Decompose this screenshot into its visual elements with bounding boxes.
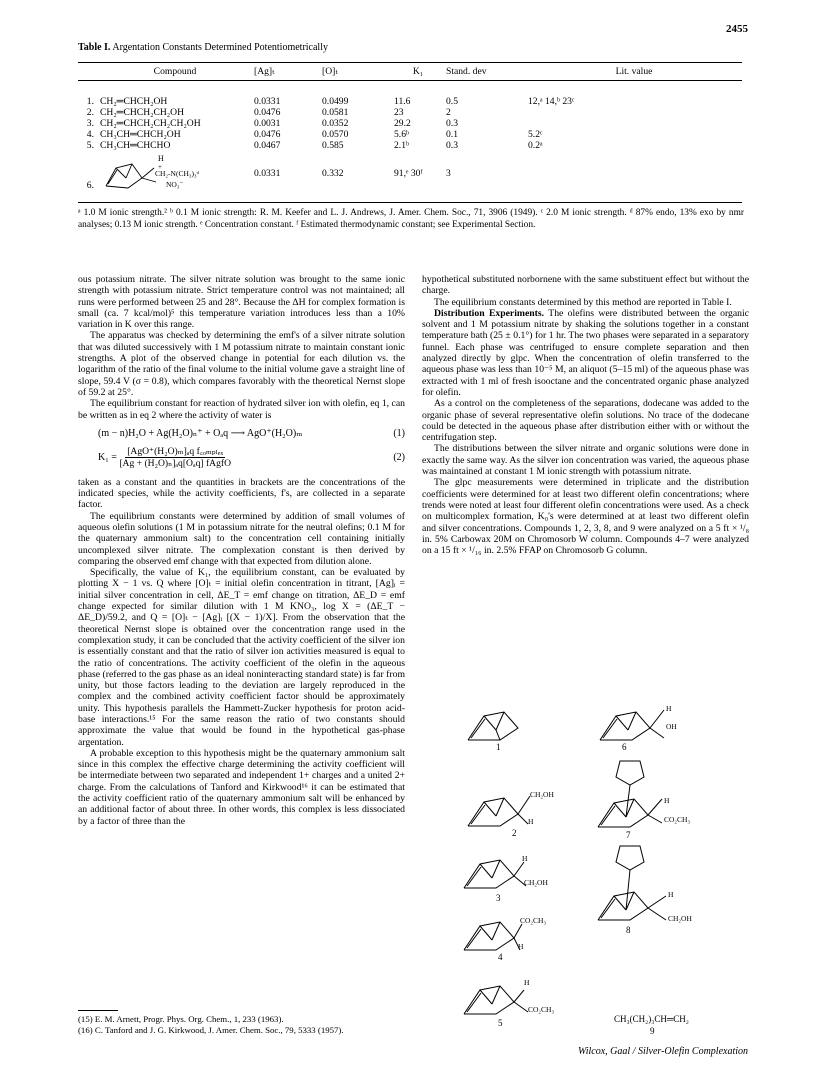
row6-h: H — [158, 153, 164, 163]
compound-cell-structure — [98, 152, 252, 203]
k-cell: 23 — [394, 106, 404, 118]
lit-cell — [526, 118, 742, 129]
structure-3-label: 3 — [496, 893, 501, 903]
running-footer: Wilcox, Gaal / Silver-Olefin Complexation — [577, 1046, 748, 1057]
row6-plus: + — [158, 162, 162, 171]
structure-4-h: H — [518, 942, 524, 951]
structure-5-h: H — [524, 978, 530, 987]
ag-cell: 0.0031 — [254, 117, 281, 129]
structure-3 — [456, 826, 566, 896]
sd-cell: 3 — [444, 152, 526, 203]
row-number: 1. — [86, 95, 94, 107]
paragraph-text: The olefins were distributed between the organic solvent and 1 M potassium nitrate by shaking the solutions together in a constant temperature bath (25 ± 0.1°) for 1 hr. The two phases were separated in a separatory funnel. Each phase was centrifuged to ensure complete separation and then analyzed directly by glpc. When the concentration of olefin transferred to the aqueous phase was less than 10⁻⁵ M, an aliquot (5–15 ml) of the aqueous phase was extracted with 1 ml of fresh isooctane and the concentrated organic phase analyzed for olefin. — [422, 307, 749, 398]
table-row — [78, 107, 742, 118]
ag-cell: 0.0331 — [252, 152, 320, 203]
table-header-row — [78, 63, 742, 81]
k-cell: 11.6 — [394, 95, 411, 107]
lit-cell: 12,ᵃ 14,ᵇ 23ᶜ — [528, 95, 575, 107]
row-number: 2. — [86, 106, 94, 118]
table-caption-text: Argentation Constants Determined Potentiometrically — [112, 42, 328, 53]
paragraph: ous potassium nitrate. The silver nitrate solution was brought to the same ionic strength with potassium nitrate. Strict temperature control was not maintained; all runs were performed between 25 and 28°. Because the ΔH for complex formation is small (ca. 7 kcal/mol)⁵ this temperature variation introduces less than a 10% variation in K over this range. — [78, 274, 405, 331]
equation-1 — [78, 428, 405, 439]
section-heading: Distribution Experiments. — [434, 307, 545, 319]
paragraph: The distributions between the silver nitrate and organic solutions were done in exactly the same way. As the silver ion concentration was varied, the aqueous phase was maintained at constant 1 M ionic strength with potassium nitrate. — [422, 443, 749, 478]
lit-cell — [526, 152, 742, 203]
structure-6 — [592, 680, 702, 750]
lit-cell — [526, 107, 742, 118]
header-ag: [Ag]ₜ — [252, 63, 320, 81]
structure-5-co2ch3: CO₂CH₃ — [528, 1005, 555, 1014]
argentation-table — [78, 62, 742, 203]
paragraph: hypothetical substituted norbornene with the same substituent effect but without the charge. — [422, 274, 749, 297]
structure-2-ch2oh: CH₂OH — [530, 790, 554, 799]
table-footnotes: ᵃ 1.0 M ionic strength.² ᵇ 0.1 M ionic strength: R. M. Keefer and L. J. Andrews, J. Amer. Chem. Soc., 71, 3906 (1949). ᶜ 2.0 M ionic strength. ᵈ 87% endo, 13% exo by nmr analyses; 0.13 M ionic strength. ᵉ Concentration constant. ᶠ Estimated thermodynamic constant; see Experimental Section. — [78, 208, 744, 230]
structure-5-label: 5 — [498, 1018, 503, 1028]
equation-2-numerator: [AgO⁺(H₂O)ₘ]ₐq f꜀ₒₘₚₗₑₓ — [127, 446, 224, 458]
k-cell: 29.2 — [394, 117, 411, 129]
row-number: 6. — [78, 152, 98, 203]
structure-4-label: 4 — [498, 952, 503, 962]
paragraph: taken as a constant and the quantities in brackets are the concentrations of the indicated species, while the activity coefficients, f's, are collected in a separate factor. — [78, 476, 405, 511]
paragraph: The equilibrium constants determined by this method are reported in Table I. — [434, 296, 732, 308]
paragraph: The glpc measurements were determined in triplicate and the distribution coefficients were determined for at least two different olefin concentrations; where trends were noted at least four different olefin concentrations were used. As a check on multicomplex formation, K₀'s were determined at at least two different olefin and silver concentrations. Compounds 1, 2, 3, 8, and 9 were analyzed on a 5 ft × ¹/₈ in. 5% Carbowax 20M on Chromosorb W column. Compounds 4–7 were analyzed on a 15 ft × ¹/₁₆ in. 2.5% FFAP on Chromosorb G column. — [422, 477, 749, 557]
structure-6-oh: OH — [666, 722, 677, 731]
equation-2-denominator: [Ag + (H₂O)ₙ]ₐq[Oₐq] fAgfO — [119, 458, 232, 470]
table-row — [78, 129, 742, 140]
equation-1-body: (m − n)H₂O + Ag(H₂O)ₙ⁺ + Oₐq ⟶ AgO⁺(H₂O)ₘ — [98, 427, 303, 439]
paragraph: The equilibrium constant for reaction of hydrated silver ion with olefin, eq 1, can be written as in eq 2 where the activity of water is — [78, 398, 405, 421]
table-row — [78, 152, 742, 203]
structure-6-h: H — [666, 704, 672, 713]
row6-substituent: CH₂-N(CH₃)₃ᵈ — [155, 168, 199, 178]
compound-cell: CH₃CH═CHCH₂OH — [100, 129, 181, 141]
lit-cell: 0.2ᵃ — [528, 140, 543, 152]
structure-9-label: 9 — [650, 1026, 655, 1036]
o-cell: 0.332 — [320, 152, 392, 203]
table-caption — [78, 42, 328, 53]
header-lit-value: Lit. value — [526, 63, 742, 81]
structure-9-formula: CH₃(CH₂)₃CH═CH₂ — [614, 1014, 689, 1024]
sd-cell: 0.1 — [446, 129, 458, 141]
structure-2-label: 2 — [512, 828, 517, 838]
paragraph: The equilibrium constants were determined by addition of small volumes of aqueous olefin solutions (1 M in potassium nitrate for the neutral olefins; 0.1 M for the quaternary ammonium salt) to the concentration cell containing initially uncomplexed silver nitrate. The complexation constant is then derived by comparing the observed emf change with that expected from dilution alone. — [78, 510, 405, 567]
equation-2-lhs: K₁ = — [98, 452, 117, 464]
header-compound: Compound — [98, 63, 252, 81]
compound-cell: CH₂═CHCH₂OH — [100, 95, 168, 107]
structure-1 — [460, 686, 540, 746]
o-cell: 0.0570 — [322, 129, 349, 141]
o-cell: 0.0499 — [322, 95, 349, 107]
equation-1-number: (1) — [393, 427, 405, 439]
page-number: 2455 — [726, 23, 748, 35]
sd-cell: 0.5 — [446, 95, 458, 107]
o-cell: 0.0352 — [322, 117, 349, 129]
reference-16: (16) C. Tanford and J. G. Kirkwood, J. Amer. Chem. Soc., 79, 5333 (1957). — [78, 1025, 344, 1035]
structure-7-label: 7 — [626, 830, 631, 840]
paragraph: The apparatus was checked by determining the emf's of a silver nitrate solution that was diluted successively with 1 M potassium nitrate to maintain constant ionic strengths. A plot of the observed change in potential for each dilution vs. the logarithm of the ratio of the final volume to the initial volume gave a straight line of slope, 59.4 V (σ = 0.8), which compares favorably with the theoretical Nernst slope of 59.2 at 25°. — [78, 330, 405, 398]
header-o: [O]ₜ — [320, 63, 392, 81]
structure-8-h: H — [668, 890, 674, 899]
structure-7-co2ch3: CO₂CH₃ — [664, 815, 691, 824]
compound-cell: CH₃CH═CHCHO — [100, 140, 171, 152]
row-number: 5. — [86, 140, 94, 152]
table-row — [78, 96, 742, 107]
table-row — [78, 118, 742, 129]
equation-2 — [78, 446, 405, 470]
table-row — [78, 140, 742, 151]
row-number: 3. — [86, 117, 94, 129]
structure-3-h: H — [522, 854, 528, 863]
structure-8-label: 8 — [626, 925, 631, 935]
right-column — [422, 274, 749, 556]
paragraph: Specifically, the value of K₁, the equilibrium constant, can be evaluated by plotting X − 1 vs. Q where [O]ₜ = initial olefin concentration in titrant, [Ag]ᵢ = initial silver concentration in cell, ΔE_T = emf change on titration, ΔE_D = emf change expected for similar dilution with 1 M KNO₃, log X = (ΔE_T − ΔE_D)/59.2, and Q = [O]ₜ − [Ag]ᵢ [(X − 1)/X]. From the observation that the theoretical Nernst slope is obtained over the concentration range used in the complexation study, it can be concluded that the activity coefficient of the silver ion is essentially constant and that the ratio of silver ion activities measured is equal to the ratio of concentrations. The activity coefficient of the olefin in the aqueous phase (referred to the gas phase as an ideal noninteracting standard state) is far from unity, but those factors leading to the deviation are largely reproduced in the complex and the combined activity coefficient factor should be approximately unity. This hypothesis parallels the Hammett-Zucker hypothesis for proton acid-base interactions.¹⁵ For the same reason the ratio of two constants should approximate the value that would be found in the hypothetical gas-phase argentation. — [78, 567, 405, 748]
structure-7-h: H — [664, 796, 670, 805]
table-caption-label: Table I. — [78, 42, 111, 53]
sd-cell: 0.3 — [446, 117, 458, 129]
o-cell: 0.585 — [322, 140, 344, 152]
references — [78, 1010, 405, 1036]
norbornene-ammonium-structure — [102, 156, 162, 192]
structure-4-co2ch3: CO₂CH₃ — [520, 916, 547, 925]
k-cell: 2.1ᵇ — [394, 140, 409, 152]
row-number: 4. — [86, 129, 94, 141]
sd-cell: 0.3 — [446, 140, 458, 152]
compound-cell: CH₂═CHCH₂CH₂CH₂OH — [100, 117, 201, 129]
paragraph — [422, 308, 749, 398]
k-cell: 91,ᵉ 30ᶠ — [392, 152, 444, 203]
left-column — [78, 274, 405, 827]
structure-6-label: 6 — [622, 742, 627, 752]
row6-anion: NO₃⁻ — [166, 179, 184, 189]
k-cell: 5.6ᵇ — [394, 129, 409, 141]
ag-cell: 0.0331 — [254, 95, 281, 107]
sd-cell: 2 — [446, 106, 451, 118]
header-k1: K₁ — [392, 63, 444, 81]
reference-15: (15) E. M. Arnett, Progr. Phys. Org. Chem., 1, 233 (1963). — [78, 1014, 284, 1024]
paragraph: A probable exception to this hypothesis might be the quaternary ammonium salt since in this complex the effective charge determining the activity coefficient will be intermediate between two separated and independent 1+ charges and a united 2+ charge. From the calculations of Tanford and Kirkwood¹⁶ it can be estimated that the activity coefficient ratio of the quaternary ammonium salt will be enhanced by an additional factor of about three. In other words, this complex is less dissociated by a factor of three than the — [78, 747, 405, 827]
paragraph: As a control on the completeness of the separations, dodecane was added to the organic phase of several representative olefin solutions. No trace of the dodecane could be detected in the aqueous phase after distribution either with or without the centrifugation step. — [422, 398, 749, 444]
compound-cell: CH₂═CHCH₂CH₂OH — [100, 106, 184, 118]
ag-cell: 0.0476 — [254, 106, 281, 118]
ag-cell: 0.0476 — [254, 129, 281, 141]
structure-4 — [456, 888, 566, 958]
structure-2-h: H — [528, 817, 534, 826]
equation-2-number: (2) — [393, 452, 405, 464]
equation-2-fraction — [119, 446, 231, 470]
o-cell: 0.0581 — [322, 106, 349, 118]
structure-3-ch2oh: CH₂OH — [524, 878, 548, 887]
structure-8-ch2oh: CH₂OH — [668, 914, 692, 923]
structure-1-label: 1 — [496, 742, 501, 752]
ag-cell: 0.0467 — [254, 140, 281, 152]
header-stand-dev: Stand. dev — [444, 63, 526, 81]
lit-cell: 5.2ᶜ — [528, 129, 543, 141]
